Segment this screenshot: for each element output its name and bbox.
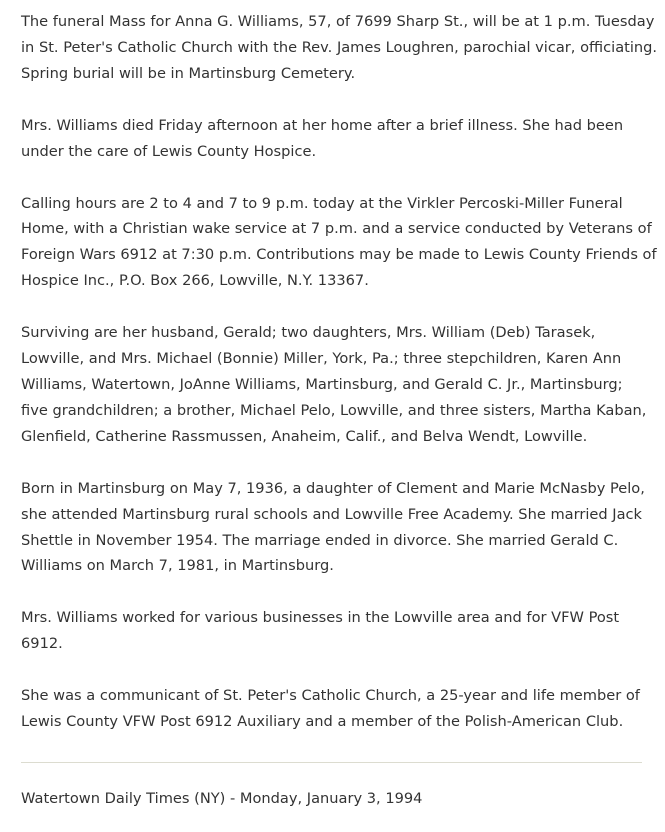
obituary-article — [21, 9, 658, 761]
text-line: Home, with a Christian wake service at 7 p.m. and a service conducted by Veterans of — [21, 220, 652, 238]
text-line: Williams, Watertown, JoAnne Williams, Martinsburg, and Gerald C. Jr., Martinsburg; — [21, 375, 623, 393]
text-line: Hospice Inc., P.O. Box 266, Lowville, N.Y. 13367. — [21, 272, 369, 290]
paragraph-funeral-mass — [21, 9, 658, 87]
paragraph-death-notice — [21, 113, 651, 165]
text-line: Spring burial will be in Martinsburg Cemetery. — [21, 64, 356, 82]
text-line: Surviving are her husband, Gerald; two daughters, Mrs. William (Deb) Tarasek, — [21, 324, 596, 342]
divider — [21, 762, 642, 763]
text-line: 6912. — [21, 635, 63, 653]
text-line: under the care of Lewis County Hospice. — [21, 142, 317, 160]
paragraph-employment — [21, 605, 651, 657]
text-line: Williams on March 7, 1981, in Martinsburg. — [21, 557, 334, 575]
text-line: Foreign Wars 6912 at 7:30 p.m. Contributions may be made to Lewis County Friends of — [21, 246, 657, 264]
text-line: Born in Martinsburg on May 7, 1936, a daughter of Clement and Marie McNasby Pelo, — [21, 479, 645, 497]
text-line: Shettle in November 1954. The marriage ended in divorce. She married Gerald C. — [21, 531, 619, 549]
text-line: Glenfield, Catherine Rassmussen, Anaheim, Calif., and Belva Wendt, Lowville. — [21, 427, 588, 445]
text-line: She was a communicant of St. Peter's Catholic Church, a 25-year and life member of — [21, 687, 640, 705]
paragraph-biography — [21, 476, 651, 580]
text-line: Lowville, and Mrs. Michael (Bonnie) Miller, York, Pa.; three stepchildren, Karen Ann — [21, 350, 622, 368]
text-line: Mrs. Williams died Friday afternoon at her home after a brief illness. She had been — [21, 116, 624, 134]
text-line: Lewis County VFW Post 6912 Auxiliary and a member of the Polish-American Club. — [21, 713, 624, 731]
text-line: in St. Peter's Catholic Church with the Rev. James Loughren, parochial vicar, officiating. — [21, 38, 658, 56]
text-line: Mrs. Williams worked for various businesses in the Lowville area and for VFW Post — [21, 609, 620, 627]
text-line: she attended Martinsburg rural schools and Lowville Free Academy. She married Jack — [21, 505, 643, 523]
text-line: five grandchildren; a brother, Michael Pelo, Lowville, and three sisters, Martha Kaban, — [21, 401, 647, 419]
paragraph-survivors — [21, 320, 651, 450]
text-line: Calling hours are 2 to 4 and 7 to 9 p.m. today at the Virkler Percoski-Miller Funeral — [21, 194, 623, 212]
text-line: The funeral Mass for Anna G. Williams, 57, of 7699 Sharp St., will be at 1 p.m. Tuesday — [21, 13, 655, 30]
paragraph-memberships — [21, 683, 651, 735]
source-citation: Watertown Daily Times (NY) - Monday, January 3, 1994 — [21, 790, 423, 807]
paragraph-calling-hours — [21, 191, 657, 295]
